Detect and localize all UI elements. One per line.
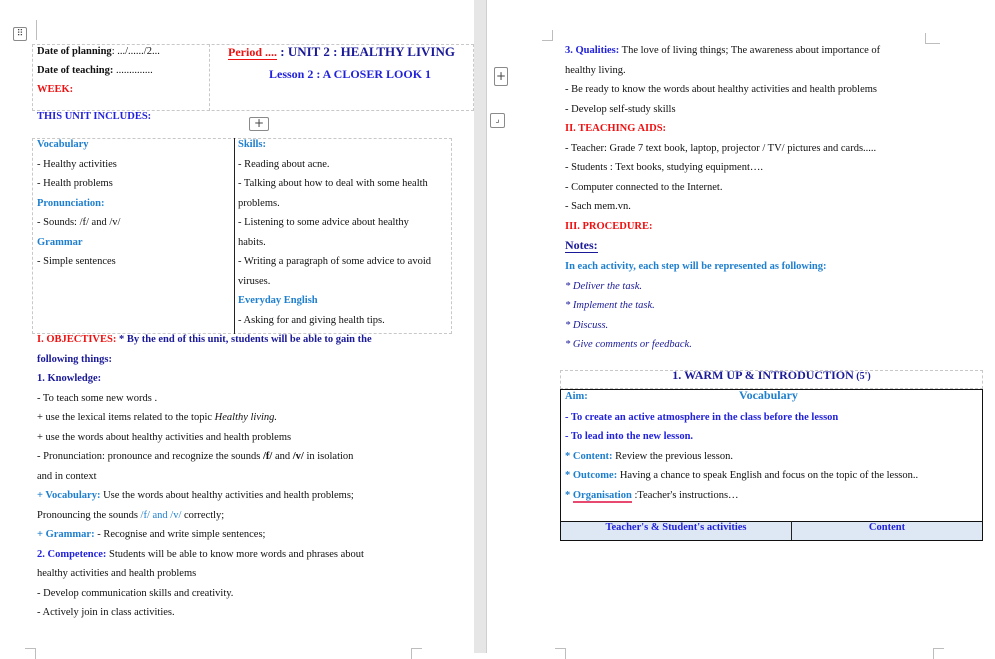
margin-corner bbox=[933, 648, 944, 659]
list-item: healthy living. bbox=[565, 64, 626, 76]
lexical-items-text: + use the lexical items related to the topic bbox=[37, 412, 215, 423]
date-of-planning bbox=[37, 42, 160, 62]
date-planning-value: : .../....../2... bbox=[111, 46, 160, 57]
week-label: WEEK: bbox=[37, 84, 74, 95]
list-item bbox=[37, 447, 353, 467]
list-item: - Develop communication skills and creativity. bbox=[37, 587, 234, 599]
list-item: habits. bbox=[238, 236, 266, 248]
teaching-aids-heading: II. TEACHING AIDS: bbox=[565, 123, 667, 134]
outcome-label: * Outcome: bbox=[565, 470, 618, 481]
table-resize-handle[interactable]: ⌟ bbox=[490, 113, 505, 128]
list-item: healthy activities and health problems bbox=[37, 568, 197, 579]
sound-and: and bbox=[272, 451, 293, 462]
organisation-label: Organisation bbox=[572, 489, 632, 501]
pronouncing-objective bbox=[37, 506, 224, 526]
header-table-divider bbox=[209, 44, 210, 111]
sound-tail: in isolation bbox=[303, 451, 354, 462]
list-item: - Health problems bbox=[37, 178, 113, 189]
list-item: - Writing a paragraph of some advice to avoid bbox=[238, 256, 431, 267]
qualities-text: The love of living things; The awareness about importance of bbox=[619, 45, 881, 56]
list-item: - Listening to some advice about healthy bbox=[238, 217, 409, 228]
unit-title-line bbox=[228, 42, 455, 63]
note-step: * Deliver the task. bbox=[565, 280, 642, 292]
organisation-text: :Teacher's instructions… bbox=[631, 489, 739, 501]
list-item: - Talking about how to deal with some health bbox=[238, 178, 428, 189]
organisation-star: * bbox=[565, 489, 573, 501]
date-teaching-value: .............. bbox=[113, 65, 153, 76]
list-item bbox=[37, 408, 277, 428]
list-item: - Simple sentences bbox=[37, 256, 116, 267]
list-item: - Sounds: /f/ and /v/ bbox=[37, 217, 121, 228]
page-gutter bbox=[474, 0, 487, 653]
vocabulary-text: Use the words about healthy activities and health problems; bbox=[100, 490, 354, 501]
date-teaching-label: Date of teaching: bbox=[37, 65, 114, 76]
grammar-text: - Recognise and write simple sentences; bbox=[94, 529, 266, 540]
list-item: problems. bbox=[238, 197, 280, 209]
margin-corner bbox=[25, 648, 36, 659]
period-label: Period .... bbox=[228, 45, 277, 59]
notes-heading bbox=[565, 236, 598, 256]
competence-label: 2. Competence: bbox=[37, 548, 107, 560]
margin-corner bbox=[542, 30, 553, 41]
grammar-label: + Grammar: bbox=[37, 529, 95, 540]
unit-title: : UNIT 2 : HEALTHY LIVING bbox=[277, 44, 455, 59]
unit-table-divider bbox=[234, 138, 235, 334]
warmup-title bbox=[560, 366, 983, 387]
organisation-line bbox=[565, 486, 739, 506]
list-item: - Sach mem.vn. bbox=[565, 201, 631, 212]
content-label: * Content: bbox=[565, 450, 613, 462]
vocabulary-heading: Vocabulary bbox=[37, 139, 89, 150]
qualities-line bbox=[565, 41, 880, 61]
objectives-heading: I. OBJECTIVES: bbox=[37, 334, 117, 345]
list-item: - Teacher: Grade 7 text book, laptop, projector / TV/ pictures and cards..... bbox=[565, 142, 877, 154]
list-item: - Computer connected to the Internet. bbox=[565, 181, 723, 193]
date-of-teaching bbox=[37, 61, 153, 81]
document-page-right bbox=[487, 0, 995, 653]
pronunciation-text: - Pronunciation: pronounce and recognize the sounds bbox=[37, 451, 263, 462]
note-step: * Discuss. bbox=[565, 319, 609, 331]
list-item: - To teach some new words . bbox=[37, 392, 158, 404]
everyday-english-heading: Everyday English bbox=[238, 295, 318, 306]
aim-topic: Vocabulary bbox=[739, 388, 798, 402]
list-item: - Asking for and giving health tips. bbox=[238, 314, 385, 326]
aim-item: - To create an active atmosphere in the class before the lesson bbox=[565, 411, 839, 423]
procedure-heading: III. PROCEDURE: bbox=[565, 220, 653, 232]
list-item: - Be ready to know the words about healthy activities and health problems bbox=[565, 84, 878, 95]
warmup-title-text: 1. WARM UP & INTRODUCTION bbox=[672, 368, 854, 382]
notes-heading-text: Notes: bbox=[565, 238, 598, 252]
topic-italic: Healthy living. bbox=[214, 412, 278, 423]
objectives-intro-cont: following things: bbox=[37, 353, 112, 365]
warmup-time: (5') bbox=[853, 371, 871, 382]
grammar-heading: Grammar bbox=[37, 236, 83, 248]
list-item: viruses. bbox=[238, 275, 271, 287]
unit-includes-heading: THIS UNIT INCLUDES: bbox=[37, 111, 152, 122]
objectives-intro: * By the end of this unit, students will be able to gain the bbox=[116, 334, 372, 345]
content-text: Review the previous lesson. bbox=[612, 450, 733, 462]
list-item: + use the words about healthy activities and health problems bbox=[37, 431, 292, 443]
vocabulary-objective bbox=[37, 486, 354, 506]
competence-text: Students will be able to know more words and phrases about bbox=[106, 548, 364, 560]
margin-corner bbox=[555, 648, 566, 659]
outcome-line bbox=[565, 466, 918, 486]
list-item: - Healthy activities bbox=[37, 158, 117, 170]
margin-marker bbox=[36, 20, 37, 40]
list-item: - Students : Text books, studying equipment…. bbox=[565, 162, 763, 173]
list-item: and in context bbox=[37, 470, 97, 482]
list-item: - Develop self-study skills bbox=[565, 103, 676, 115]
add-column-button[interactable]: + bbox=[494, 67, 508, 86]
content-line bbox=[565, 447, 733, 467]
margin-corner bbox=[925, 33, 940, 44]
competence-line bbox=[37, 545, 364, 565]
aim-item: - To lead into the new lesson. bbox=[565, 431, 694, 442]
grammar-objective bbox=[37, 525, 265, 545]
table-move-handle[interactable]: ⠿ bbox=[13, 27, 27, 41]
pronouncing-pre: Pronouncing the sounds bbox=[37, 509, 141, 521]
note-step: * Give comments or feedback. bbox=[565, 339, 692, 350]
document-page-left bbox=[0, 0, 474, 653]
lesson-title: Lesson 2 : A CLOSER LOOK 1 bbox=[269, 67, 432, 81]
sound-v: /v/ bbox=[292, 451, 304, 462]
col-header-activities: Teacher's & Student's activities bbox=[605, 522, 747, 533]
pronouncing-post: correctly; bbox=[181, 509, 225, 521]
outcome-text: Having a chance to speak English and focus on the topic of the lesson.. bbox=[617, 470, 919, 481]
objectives-line bbox=[37, 330, 372, 350]
pronouncing-sounds: /f/ and /v/ bbox=[140, 509, 182, 521]
vocabulary-label: + Vocabulary: bbox=[37, 490, 101, 501]
list-item: - Reading about acne. bbox=[238, 158, 330, 170]
note-step: * Implement the task. bbox=[565, 300, 655, 311]
list-item: - Actively join in class activities. bbox=[37, 607, 175, 618]
sound-f: /f/ bbox=[262, 451, 273, 462]
add-row-button[interactable]: + bbox=[249, 117, 269, 131]
pronunciation-heading: Pronunciation: bbox=[37, 197, 105, 209]
aim-label: Aim: bbox=[565, 391, 588, 402]
knowledge-heading: 1. Knowledge: bbox=[37, 373, 102, 384]
col-header-content: Content bbox=[868, 522, 906, 533]
qualities-label: 3. Qualities: bbox=[565, 45, 620, 56]
notes-intro: In each activity, each step will be represented as following: bbox=[565, 261, 827, 272]
margin-corner bbox=[411, 648, 422, 659]
date-planning-label: Date of planning bbox=[37, 46, 112, 57]
skills-heading: Skills: bbox=[238, 139, 267, 150]
